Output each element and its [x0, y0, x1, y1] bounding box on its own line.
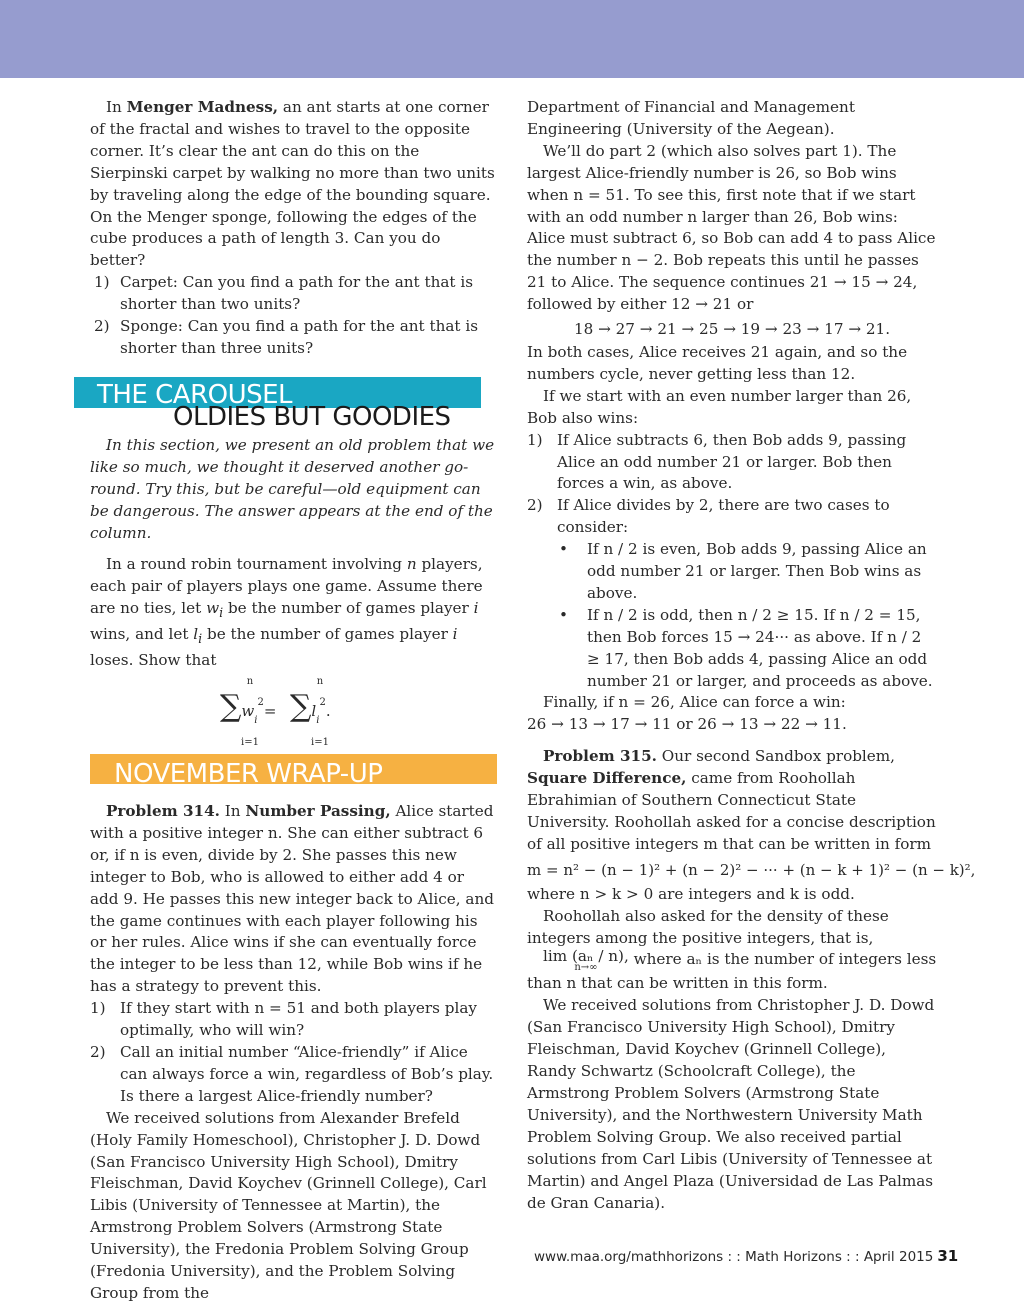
sequence-line: 18 → 27 → 21 → 25 → 19 → 23 → 17 → 21. — [573, 320, 891, 339]
header-band — [0, 0, 1024, 78]
paragraph: 26 → 13 → 17 → 11 or 26 → 13 → 22 → 11. — [527, 715, 847, 734]
bullet-item: • If n / 2 is even, Bob adds 9, passing Alice an odd number 21 or larger. Then Bob wins as above. — [559, 540, 927, 602]
received-solutions-315: We received solutions from Christopher J. D. Dowd (San Francisco University High School), Dmitry Fleischman, David Koychev (Grinnell College), Randy Schwartz (Schoolcraft College), the Armstrong Problem Solvers (Armstrong State University), and the Northwestern University Math Problem Solving Group. We also received partial solutions from Carl Libis (University of Tennessee at Martin) and Angel Plaza (Universidad de Las Palmas de Gran Canaria). — [527, 996, 935, 1212]
problem-314: Problem 314. In Number Passing, Alice started with a positive integer n. She can either subtract 6 or, if n is even, divide by 2. She passes this new integer to Bob, who is allowed to either add 4 or add 9. He passes this new integer back to Alice, and the game continues with each player following his or her rules. Alice wins if she can eventually force the integer to be less than 12, while Bob wins if he has a strategy to prevent this. — [90, 802, 494, 996]
carousel-intro: In this section, we present an old problem that we like so much, we thought it deserved another go-round. Try this, but be careful—old equipment can be dangerous. The answer appears at the end of the column. — [90, 435, 495, 542]
carousel-subtitle: OLDIES BUT GOODIES — [173, 401, 451, 432]
paragraph: In both cases, Alice receives 21 again, and so the numbers cycle, never getting less than 12. — [527, 342, 908, 383]
list-item: 1) If Alice subtracts 6, then Bob adds 9, passing Alice an odd number 21 or larger. Bob then forces a win, as above. — [527, 430, 907, 493]
square-difference-formula: m = n² − (n − 1)² + (n − 2)² − ··· + (n − k + 1)² − (n − k)², — [527, 860, 976, 879]
paragraph: where n > k > 0 are integers and k is odd. — [527, 884, 855, 903]
footer-text: www.maa.org/mathhorizons : : Math Horizons : : April 2015 — [534, 1249, 934, 1265]
paragraph: Finally, if n = 26, Alice can force a win: — [543, 693, 846, 712]
paragraph: Department of Financial and Management Engineering (University of the Aegean). — [527, 98, 855, 138]
bullet-item: • If n / 2 is odd, then n / 2 ≥ 15. If n / 2 = 15, then Bob forces 15 → 24··· as above. If n / 2 ≥ 17, then Bob adds 4, passing Alice an odd number 21 or larger, and proceeds as above. — [559, 605, 933, 690]
list-item: 1) Carpet: Can you find a path for the ant that is shorter than two units? — [94, 273, 473, 314]
carousel-title: THE CAROUSEL — [97, 379, 293, 410]
wrapup-banner — [90, 754, 497, 789]
list-item: 1) If they start with n = 51 and both players play optimally, who will win? — [90, 999, 478, 1040]
list-item: 2) Sponge: Can you find a path for the ant that is shorter than three units? — [94, 317, 478, 357]
page-number: 31 — [937, 1247, 959, 1265]
density-paragraph: Roohollah also asked for the density of these integers among the positive integers, that is, lim (aₙ / n), n→∞ where aₙ is the number of integers less than n that can be written in this form. — [527, 906, 937, 993]
paragraph: If we start with an even number larger than 26, Bob also wins: — [527, 386, 912, 427]
right-column — [527, 97, 976, 1214]
carousel-banner — [74, 375, 497, 432]
tournament-paragraph: In a round robin tournament involving n players, each pair of players plays one game. Assume there are no ties, let $w_i$ be the number of games player i wins, and let $l_i$ be the number of games player i loses. Show that — [90, 555, 483, 670]
sum-formula: n $\sum w_i^2=$ i=1 n $\sum l_i^2$. i=1 — [220, 676, 331, 748]
page-footer — [534, 1247, 958, 1265]
list-item: 2) Call an initial number “Alice-friendly” if Alice can always force a win, regardless of Bob’s play. Is there a largest Alice-friendly number? — [90, 1042, 494, 1105]
problem-315: Problem 315. Our second Sandbox problem, Square Difference, came from Roohollah Ebrahimian of Southern Connecticut State University. Roohollah asked for a concise description of all positive integers m that can be written in form — [527, 747, 936, 853]
wrapup-title: NOVEMBER WRAP-UP — [114, 759, 383, 789]
menger-paragraph: In Menger Madness, an ant starts at one corner of the fractal and wishes to travel to the opposite corner. It’s clear the ant can do this on the Sierpinski carpet by walking no more than two units by traveling along the edge of the bounding square. On the Menger sponge, following the edges of the cube produces a path of length 3. Can you do better? — [90, 98, 495, 270]
paragraph: We’ll do part 2 (which also solves part 1). The largest Alice-friendly number is 26, so Bob wins when n = 51. To see this, first note that if we start with an odd number n larger than 26, Bob wins: Alice must subtract 6, so Bob can add 4 to pass Alice the number n − 2. Bob repeats this until he passes 21 to Alice. The sequence continues 21 → 15 → 24, followed by either 12 → 21 or — [527, 141, 936, 314]
left-column — [90, 97, 497, 1305]
received-solutions-314: We received solutions from Alexander Brefeld (Holy Family Homeschool), Christopher J. D. Dowd (San Francisco University High School), Dmitry Fleischman, David Koychev (Grinnell College), Carl Libis (University of Tennessee at Martin), the Armstrong Problem Solvers (Armstrong State University), the Fredonia Problem Solving Group (Fredonia University), and the Problem Solving Group from the — [90, 1108, 487, 1302]
list-item: 2) If Alice divides by 2, there are two cases to consider: — [527, 496, 890, 537]
